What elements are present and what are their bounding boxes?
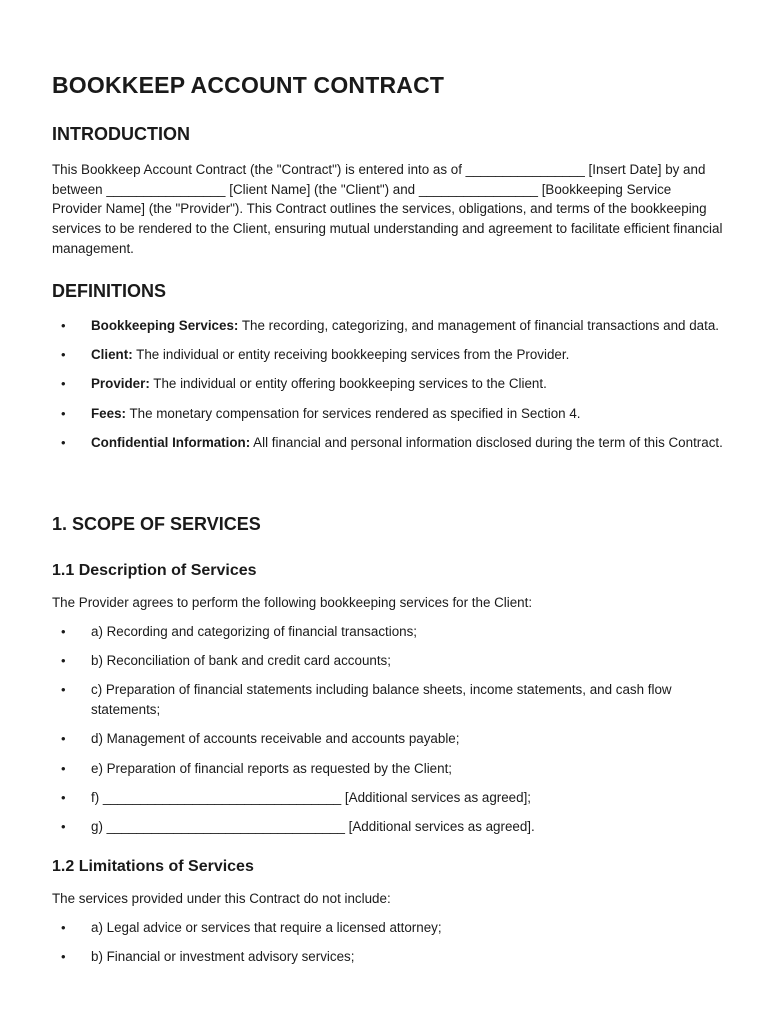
bullet-icon: • — [61, 949, 66, 965]
list-item-text: e) Preparation of financial reports as requested by the Client; — [91, 760, 453, 776]
definition-text: The recording, categorizing, and management of financial transactions and data. — [238, 318, 719, 333]
definition-term: Fees: — [91, 405, 126, 421]
introduction-text: This Bookkeep Account Contract (the "Contract") is entered into as of ________________ [Insert Date] by and between ________________ [Client Name] (the "Client") and ________________ [Bookkeeping Service Provider Name] (the "Provider"). This Contract outlines the services, obligations, and terms of the bookkeeping services to be rendered to the Client, ensuring mutual understanding and agreement to facilitate efficient financial management. — [52, 162, 723, 256]
list-item — [52, 947, 732, 967]
list-item — [52, 374, 732, 394]
document-title: BOOKKEEP ACCOUNT CONTRACT — [52, 72, 445, 98]
bullet-icon: • — [61, 789, 66, 805]
limitations-lead: The services provided under this Contract do not include: — [52, 891, 391, 906]
bullet-icon: • — [61, 434, 66, 450]
bullet-icon: • — [61, 376, 66, 392]
services-list — [52, 622, 732, 837]
list-item — [52, 316, 732, 336]
scope-heading: 1. SCOPE OF SERVICES — [52, 514, 261, 534]
definition-term: Provider: — [91, 376, 150, 392]
list-item — [52, 817, 732, 837]
bullet-icon: • — [61, 405, 66, 421]
bullet-icon: • — [61, 760, 66, 776]
bullet-icon: • — [61, 920, 66, 935]
definition-term: Client: — [91, 347, 133, 363]
bullet-icon: • — [61, 347, 66, 363]
list-item — [52, 788, 732, 808]
list-item-text: b) Reconciliation of bank and credit card accounts; — [91, 653, 391, 669]
list-item — [52, 651, 732, 671]
list-item — [52, 622, 732, 642]
limitations-heading: 1.2 Limitations of Services — [52, 858, 254, 875]
definitions-heading: DEFINITIONS — [52, 281, 167, 301]
definitions-list — [52, 316, 732, 453]
list-item-text: a) Legal advice or services that require a licensed attorney; — [91, 920, 442, 935]
definition-term: Confidential Information: — [91, 434, 251, 450]
bullet-icon: • — [61, 682, 66, 698]
description-heading: 1.1 Description of Services — [52, 562, 257, 579]
definition-text: The monetary compensation for services rendered as specified in Section 4. — [125, 405, 581, 421]
list-item — [52, 918, 732, 938]
bullet-icon: • — [61, 318, 66, 333]
definition-term: Bookkeeping Services: — [91, 318, 239, 333]
bullet-icon: • — [61, 731, 66, 747]
list-item — [52, 729, 732, 749]
list-item-text: c) Preparation of financial statements including balance sheets, income statements, and cash flow statements; — [91, 682, 672, 718]
list-item — [52, 345, 732, 365]
definition-text: The individual or entity offering bookkeeping services to the Client. — [149, 376, 547, 392]
list-item-text: d) Management of accounts receivable and accounts payable; — [91, 731, 460, 747]
definition-text: The individual or entity receiving bookkeeping services from the Provider. — [132, 347, 570, 363]
introduction-heading: INTRODUCTION — [52, 124, 190, 144]
list-item-text: g) ________________________________ [Additional services as agreed]. — [91, 818, 535, 834]
limitations-list — [52, 918, 732, 967]
list-item-text: a) Recording and categorizing of financial transactions; — [91, 624, 418, 639]
definition-text: All financial and personal information disclosed during the term of this Contract. — [250, 434, 723, 450]
list-item — [52, 433, 732, 453]
list-item — [52, 759, 732, 779]
description-lead: The Provider agrees to perform the following bookkeeping services for the Client: — [52, 595, 533, 610]
list-item — [52, 404, 732, 424]
bullet-icon: • — [61, 624, 66, 639]
bullet-icon: • — [61, 653, 66, 669]
list-item — [52, 680, 732, 719]
bullet-icon: • — [61, 818, 66, 834]
list-item-text: b) Financial or investment advisory services; — [91, 949, 355, 965]
list-item-text: f) ________________________________ [Additional services as agreed]; — [91, 789, 532, 805]
